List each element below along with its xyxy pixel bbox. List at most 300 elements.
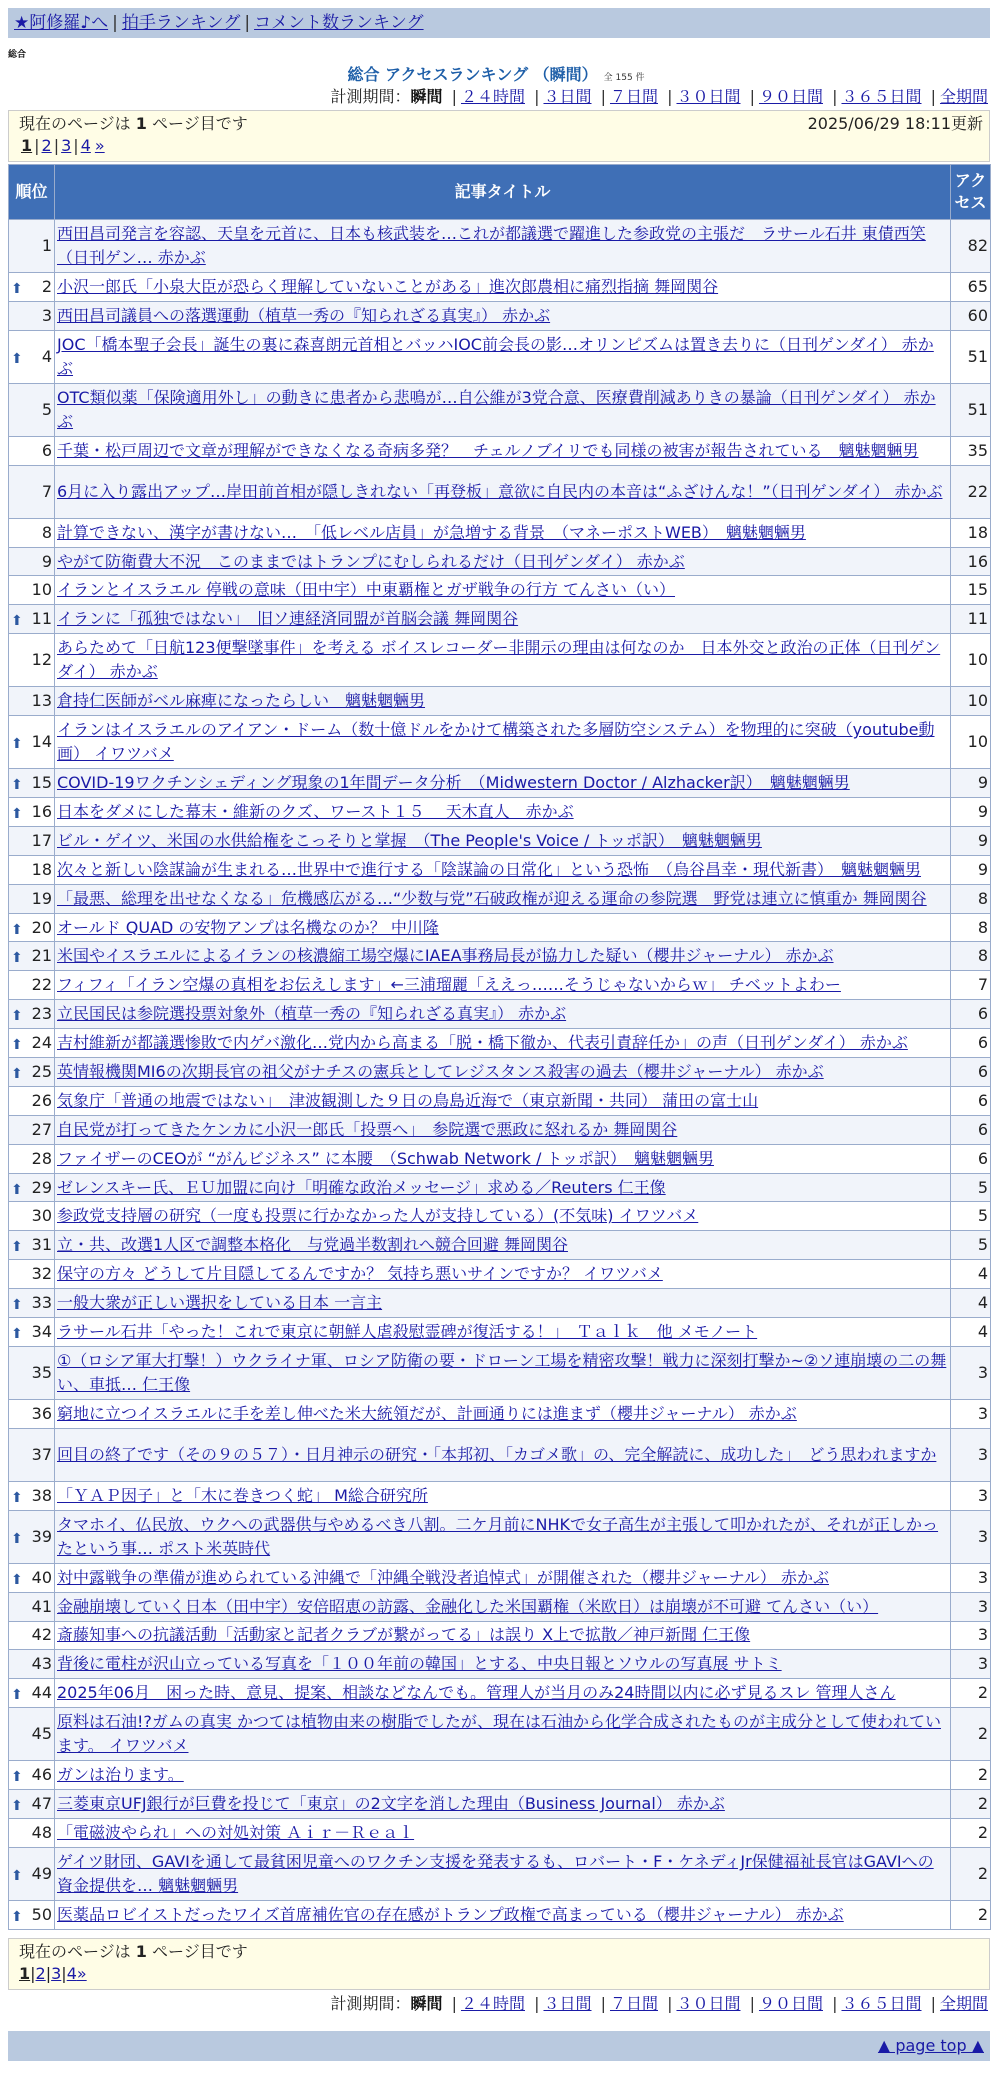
- article-title-link[interactable]: ファイザーのCEOが “がんビジネス” に本腰 （Schwab Network / トッポ訳） 魑魅魍魎男: [57, 1148, 714, 1168]
- rank-number: 42: [31, 1625, 52, 1645]
- current-page-suffix: ページ目です: [152, 1942, 248, 1961]
- page-top-link[interactable]: ▲ page top ▲: [877, 2036, 984, 2055]
- article-title-link[interactable]: 2025年06月 困った時、意見、提案、相談などなんでも。管理人が当月のみ24時間以内に必ず見るスレ 管理人さん: [57, 1683, 896, 1703]
- rank-cell: [9, 1592, 55, 1621]
- article-title-link[interactable]: ガンは治ります。: [57, 1765, 184, 1785]
- rank-number: 27: [31, 1119, 52, 1139]
- article-title-link[interactable]: 回目の終了です（その９の５７）・日月神示の研究・「本邦初、「カゴメ歌」の、完全解読に、成功した」 どう思われますか: [57, 1444, 937, 1464]
- title-cell: [55, 1144, 951, 1173]
- article-title-link[interactable]: 「電磁波やられ」への対処対策 Ａｉｒ－Ｒｅａｌ: [57, 1822, 415, 1842]
- rank-cell: [9, 220, 55, 273]
- rank-cell: [9, 1481, 55, 1510]
- rank-up-arrow-icon: ⬆: [11, 1297, 23, 1314]
- article-title-link[interactable]: 保守の方々 どうして片目隠してるんですか？ 気持ち悪いサインですか？ イワツバメ: [57, 1264, 663, 1284]
- title-cell: [55, 330, 951, 383]
- access-count: 22: [951, 465, 991, 518]
- rank-cell: [9, 1621, 55, 1650]
- title-cell: [55, 942, 951, 971]
- article-title-link[interactable]: ①（ロシア軍大打撃！）ウクライナ軍、ロシア防衛の要・ドローン工場を精密攻撃！戦力に深刻打撃か~②ソ連崩壊の二の舞い、車抵… 仁王像: [57, 1350, 947, 1394]
- nav-link-applause-ranking[interactable]: 拍手ランキング: [121, 13, 241, 33]
- article-title-link[interactable]: JOC「橋本聖子会長」誕生の裏に森喜朗元首相とバッハIOC前会長の影…オリンピズムは置き去りに（日刊ゲンダイ） 赤かぶ: [57, 334, 934, 378]
- rank-cell: [9, 826, 55, 855]
- table-row: [9, 1510, 991, 1563]
- table-row: [9, 1708, 991, 1761]
- top-navigation: [8, 8, 990, 38]
- title-cell: [55, 1289, 951, 1318]
- access-count: 10: [951, 687, 991, 716]
- page-next-link[interactable]: »: [76, 1964, 87, 1983]
- rank-cell: [9, 273, 55, 302]
- page-link-2[interactable]: 2: [35, 1964, 46, 1983]
- article-title-link[interactable]: 医薬品ロビイストだったワイズ首席補佐官の存在感がトランプ政権で高まっている（櫻井ジャーナル） 赤かぶ: [57, 1904, 844, 1924]
- table-row: [9, 273, 991, 302]
- rank-up-arrow-icon: ⬆: [11, 1798, 23, 1814]
- rank-number: 5: [41, 399, 52, 419]
- period-link-7d[interactable]: ７日間: [609, 87, 658, 106]
- rank-up-arrow-icon: ⬆: [11, 1037, 23, 1054]
- access-count: 6: [951, 1144, 991, 1173]
- table-row: [9, 1481, 991, 1510]
- rank-cell: [9, 1144, 55, 1173]
- article-title-link[interactable]: 背後に電柱が沢山立っている写真を「１００年前の韓国」とする、中央日報とソウルの写真展 サトミ: [57, 1654, 782, 1674]
- period-link-24h[interactable]: ２４時間: [460, 87, 525, 106]
- article-title-link[interactable]: 「ＹＡＰ因子」と「木に巻きつく蛇」 M総合研究所: [57, 1485, 428, 1505]
- rank-cell: [9, 1173, 55, 1202]
- period-label: 計測期間：: [330, 1994, 411, 2013]
- title-cell: [55, 1029, 951, 1058]
- title-cell: [55, 634, 951, 687]
- article-title-link[interactable]: 参政党支持層の研究（一度も投票に行かなかった人が支持している）(不気味) イワツバメ: [57, 1206, 699, 1226]
- article-title-link[interactable]: ラサール石井「やった！これで東京に朝鮮人虐殺慰霊碑が復活する！」 Ｔａｌｋ 他 メモノート: [57, 1321, 758, 1341]
- access-count: 8: [951, 884, 991, 913]
- rank-number: 37: [31, 1444, 52, 1464]
- rank-number: 1: [41, 236, 52, 255]
- article-title-link[interactable]: 三菱東京UFJ銀行が巨費を投じて「東京」の2文字を消した理由（Business Journal） 赤かぶ: [57, 1794, 725, 1813]
- article-title-link[interactable]: 原料は石油!?ガムの真実 かつては植物由来の樹脂でしたが、現在は石油から化学合成されたものが主成分として使われています。 イワツバメ: [57, 1712, 941, 1756]
- rank-up-arrow-icon: ⬆: [11, 1769, 23, 1786]
- title-cell: [55, 1231, 951, 1260]
- period-link-30d[interactable]: ３０日間: [676, 1994, 741, 2013]
- period-separator: |: [451, 87, 457, 106]
- period-link-90d[interactable]: ９０日間: [758, 1994, 823, 2013]
- access-count: 2: [951, 1761, 991, 1790]
- period-link-365d[interactable]: ３６５日間: [841, 1994, 922, 2013]
- rank-up-arrow-icon: ⬆: [11, 613, 23, 630]
- rank-up-arrow-icon: ⬆: [11, 1908, 23, 1925]
- table-row: [9, 1318, 991, 1347]
- table-row: [9, 913, 991, 942]
- access-count: 5: [951, 1173, 991, 1202]
- access-count: 9: [951, 826, 991, 855]
- access-count: 7: [951, 971, 991, 1000]
- rank-number: 23: [31, 1004, 52, 1024]
- title-cell: [55, 1058, 951, 1087]
- title-cell: [55, 1708, 951, 1761]
- table-row: [9, 884, 991, 913]
- article-title-link[interactable]: 英情報機関MI6の次期長官の祖父がナチスの憲兵としてレジスタンス殺害の過去（櫻井ジャーナル） 赤かぶ: [57, 1061, 824, 1081]
- access-count: 35: [951, 436, 991, 465]
- table-row: [9, 605, 991, 634]
- article-title-link[interactable]: 倉持仁医師がベル麻痺になったらしい 魑魅魍魎男: [57, 691, 426, 711]
- rank-cell: [9, 971, 55, 1000]
- title-cell: [55, 1346, 951, 1399]
- period-separator: |: [930, 1994, 936, 2013]
- page-link-1-current: 1: [21, 136, 33, 155]
- period-link-7d[interactable]: ７日間: [609, 1994, 658, 2013]
- table-row: [9, 826, 991, 855]
- title-cell: [55, 273, 951, 302]
- rank-cell: [9, 1399, 55, 1428]
- title-cell: [55, 1818, 951, 1847]
- page-link-4[interactable]: 4: [80, 136, 91, 155]
- table-row: [9, 687, 991, 716]
- rank-cell: [9, 855, 55, 884]
- article-title-link[interactable]: 小沢一郎氏「小泉大臣が恐らく理解していないことがある」進次郎農相に痛烈指摘 舞岡関谷: [57, 276, 719, 296]
- access-count: 10: [951, 716, 991, 769]
- title-cell: [55, 1900, 951, 1929]
- article-title-link[interactable]: 「最悪、総理を出せなくなる」危機感広がる…“少数与党”石破政権が迎える運命の参院選 野党は連立に慎重か 舞岡関谷: [57, 888, 927, 908]
- period-current: 瞬間: [410, 87, 443, 106]
- table-row: [9, 1592, 991, 1621]
- access-count: 10: [951, 634, 991, 687]
- page-link-4[interactable]: 4: [66, 1964, 77, 1983]
- table-row: [9, 1346, 991, 1399]
- period-link-3d[interactable]: ３日間: [543, 87, 592, 106]
- article-title-link[interactable]: やがて防衛費大不況 このままではトランプにむしられるだけ（日刊ゲンダイ） 赤かぶ: [57, 551, 685, 571]
- article-title-link[interactable]: 千葉・松戸周辺で文章が理解ができなくなる奇病多発？ チェルノブイリでも同様の被害が報告されている 魑魅魍魎男: [57, 440, 919, 460]
- rank-up-arrow-icon: ⬆: [11, 350, 23, 367]
- rank-number: 11: [31, 609, 52, 629]
- title-cell: [55, 971, 951, 1000]
- access-count: 3: [951, 1592, 991, 1621]
- table-row: [9, 1260, 991, 1289]
- article-title-link[interactable]: ゼレンスキー氏、ＥＵ加盟に向け「明確な政治メッセージ」求める／Reuters 仁王像: [57, 1177, 666, 1197]
- rank-number: 18: [31, 859, 52, 879]
- article-title-link[interactable]: 自民党が打ってきたケンカに小沢一郎氏「投票へ」 参院選で悪政に怒れるか 舞岡関谷: [57, 1119, 678, 1139]
- access-count: 9: [951, 798, 991, 827]
- title-cell: [55, 1428, 951, 1481]
- table-row: [9, 971, 991, 1000]
- access-count: 6: [951, 1115, 991, 1144]
- rank-number: 4: [41, 346, 52, 366]
- rank-up-arrow-icon: ⬆: [11, 1008, 23, 1025]
- title-cell: [55, 1790, 951, 1819]
- period-link-all[interactable]: 全期間: [939, 1994, 988, 2013]
- title-cell: [55, 1679, 951, 1708]
- access-count: 2: [951, 1679, 991, 1708]
- article-title-link[interactable]: 斎藤知事への抗議活動「活動家と記者クラブが繋がってる」は誤り X上で拡散／神戸新聞 仁王像: [57, 1625, 751, 1645]
- table-row: [9, 1847, 991, 1900]
- access-count: 3: [951, 1428, 991, 1481]
- table-row: [9, 1399, 991, 1428]
- table-row: [9, 1173, 991, 1202]
- rank-cell: [9, 1510, 55, 1563]
- rank-number: 28: [31, 1148, 52, 1168]
- period-separator: |: [451, 1994, 457, 2013]
- access-count: 3: [951, 1621, 991, 1650]
- rank-cell: [9, 1115, 55, 1144]
- current-page-text: [19, 1941, 979, 1963]
- rank-up-arrow-icon: ⬆: [11, 1867, 23, 1884]
- rank-cell: [9, 1058, 55, 1087]
- rank-number: 41: [31, 1596, 52, 1616]
- table-row: [9, 1058, 991, 1087]
- title-cell: [55, 220, 951, 273]
- article-title-link[interactable]: ゲイツ財団、GAVIを通して最貧困児童へのワクチン支援を発表するも、ロバート・F・ケネディJr保健福祉長官はGAVIへの資金提供を… 魑魅魍魎男: [57, 1851, 934, 1895]
- ranking-table: [8, 164, 991, 1930]
- rank-number: 26: [31, 1090, 52, 1110]
- ranking-title: 総合 アクセスランキング （瞬間）: [347, 65, 598, 84]
- article-title-link[interactable]: OTC類似薬「保険適用外し」の動きに患者から悲鳴が…自公維が3党合意、医療費削減ありきの暴論（日刊ゲンダイ） 赤かぶ: [57, 387, 936, 431]
- access-count: 3: [951, 1481, 991, 1510]
- table-row: [9, 1115, 991, 1144]
- header-rank: 順位: [9, 165, 55, 220]
- article-title-link[interactable]: COVID-19ワクチンシェディング現象の1年間データ分析 （Midwestern Doctor / Alzhacker訳） 魑魅魍魎男: [57, 773, 850, 793]
- table-row: [9, 547, 991, 576]
- access-count: 8: [951, 942, 991, 971]
- table-row: [9, 855, 991, 884]
- rank-number: 8: [41, 522, 52, 542]
- table-row: [9, 1563, 991, 1592]
- ranking-rows: [9, 220, 991, 1930]
- period-separator: |: [600, 87, 606, 106]
- article-title-link[interactable]: 立・共、改選1人区で調整本格化 与党過半数割れへ競合回避 舞岡関谷: [57, 1235, 568, 1255]
- period-link-all[interactable]: 全期間: [939, 87, 988, 106]
- period-selector-top: [330, 87, 988, 107]
- table-row: [9, 220, 991, 273]
- period-link-90d[interactable]: ９０日間: [758, 87, 823, 106]
- title-cell: [55, 1481, 951, 1510]
- rank-number: 38: [31, 1485, 52, 1505]
- rank-number: 34: [31, 1321, 52, 1341]
- access-count: 2: [951, 1790, 991, 1819]
- rank-number: 13: [31, 691, 52, 711]
- rank-up-arrow-icon: ⬆: [11, 1239, 23, 1256]
- title-cell: [55, 687, 951, 716]
- period-link-3d[interactable]: ３日間: [543, 1994, 592, 2013]
- current-page-prefix: 現在のページは: [19, 114, 131, 133]
- access-count: 51: [951, 330, 991, 383]
- article-title-link[interactable]: 対中露戦争の準備が進められている沖縄で「沖縄全戦没者追悼式」が開催された（櫻井ジャーナル） 赤かぶ: [57, 1567, 829, 1587]
- article-title-link[interactable]: 日本をダメにした幕末・維新のクズ、ワースト１５ 天木直人 赤かぶ: [57, 801, 574, 821]
- rank-number: 43: [31, 1654, 52, 1674]
- current-page-number: 1: [135, 1942, 147, 1961]
- access-count: 8: [951, 913, 991, 942]
- rank-number: 16: [31, 801, 52, 821]
- table-row: [9, 942, 991, 971]
- rank-number: 10: [31, 580, 52, 600]
- table-row: [9, 301, 991, 330]
- rank-number: 47: [31, 1794, 52, 1813]
- current-page-prefix: 現在のページは: [19, 1942, 131, 1961]
- rank-cell: [9, 1289, 55, 1318]
- access-count: 5: [951, 1202, 991, 1231]
- rank-up-arrow-icon: ⬆: [11, 921, 23, 938]
- title-cell: [55, 769, 951, 798]
- title-cell: [55, 383, 951, 436]
- rank-number: 36: [31, 1403, 52, 1423]
- rank-number: 3: [41, 305, 52, 325]
- page-next-link[interactable]: »: [94, 136, 105, 155]
- period-label: 計測期間：: [330, 87, 411, 106]
- updated-timestamp: 2025/06/29 18:11更新: [807, 114, 983, 133]
- article-title-link[interactable]: 次々と新しい陰謀論が生まれる…世界中で進行する「陰謀論の日常化」という恐怖 （烏谷昌幸・現代新書） 魑魅魍魎男: [57, 859, 922, 879]
- table-row: [9, 1818, 991, 1847]
- rank-cell: [9, 687, 55, 716]
- title-cell: [55, 1173, 951, 1202]
- page-link-3[interactable]: 3: [51, 1964, 62, 1983]
- title-cell: [55, 1318, 951, 1347]
- article-title-link[interactable]: イランはイスラエルのアイアン・ドーム（数十億ドルをかけて構築された多層防空システム）を物理的に突破（youtube動画） イワツバメ: [57, 720, 935, 764]
- rank-number: 15: [31, 773, 52, 793]
- article-title-link[interactable]: 吉村維新が都議選惨敗で内ゲバ激化…党内から高まる「脱・橋下徹か、代表引責辞任か」の声（日刊ゲンダイ） 赤かぶ: [57, 1033, 908, 1053]
- rank-cell: [9, 1650, 55, 1679]
- title-cell: [55, 1510, 951, 1563]
- access-count: 6: [951, 1058, 991, 1087]
- nav-separator: |: [112, 13, 118, 33]
- rank-cell: [9, 798, 55, 827]
- rank-up-arrow-icon: ⬆: [11, 950, 23, 967]
- title-cell: [55, 884, 951, 913]
- article-title-link[interactable]: 立民国民は参院選投票対象外（植草一秀の『知られざる真実』） 赤かぶ: [57, 1004, 567, 1024]
- rank-cell: [9, 1708, 55, 1761]
- title-cell: [55, 1592, 951, 1621]
- article-title-link[interactable]: 一般大衆が正しい選択をしている日本 一言主: [57, 1293, 383, 1313]
- table-row: [9, 1621, 991, 1650]
- period-link-30d[interactable]: ３０日間: [676, 87, 741, 106]
- period-separator: |: [667, 87, 673, 106]
- page-link-2[interactable]: 2: [41, 136, 52, 155]
- period-separator: |: [600, 1994, 606, 2013]
- rank-cell: [9, 547, 55, 576]
- title-cell: [55, 1761, 951, 1790]
- table-row: [9, 383, 991, 436]
- page-info-top: [8, 110, 990, 162]
- rank-cell: [9, 1761, 55, 1790]
- rank-up-arrow-icon: ⬆: [11, 736, 23, 753]
- title-cell: [55, 465, 951, 518]
- title-cell: [55, 826, 951, 855]
- table-row: [9, 1761, 991, 1790]
- article-title-link[interactable]: イランに「孤独ではない」 旧ソ連経済同盟が首脳会議 舞岡関谷: [57, 609, 519, 629]
- rank-cell: [9, 436, 55, 465]
- table-row: [9, 1029, 991, 1058]
- article-title-link[interactable]: タマホイ、仏民放、ウクへの武器供与やめるべき八割。二ケ月前にNHKで女子高生が主張して叩かれたが、それが正しかったという事… ポスト米英時代: [57, 1514, 939, 1558]
- access-count: 60: [951, 301, 991, 330]
- article-title-link[interactable]: 金融崩壊していく日本（田中宇）安倍昭恵の訪露、金融化した米国覇権（米欧日）は崩壊が不可避 てんさい（い）: [57, 1596, 879, 1616]
- title-cell: [55, 436, 951, 465]
- header-title: 記事タイトル: [55, 165, 951, 220]
- article-title-link[interactable]: 窮地に立つイスラエルに手を差し伸べた米大統領だが、計画通りには進まず（櫻井ジャーナル） 赤かぶ: [57, 1403, 797, 1423]
- title-cell: [55, 1086, 951, 1115]
- page-link-3[interactable]: 3: [61, 136, 72, 155]
- article-title-link[interactable]: 西田昌司発言を容認、天皇を元首に、日本も核武装を…これが都議選で躍進した参政党の主張だ ラサール石井 東債西笑（日刊ゲン… 赤かぶ: [57, 224, 926, 267]
- article-title-link[interactable]: フィフィ「イラン空爆の真相をお伝えします」←三浦瑠麗「ええっ……そうじゃないからｗ」 チベットよわー: [57, 975, 841, 995]
- period-separator: |: [534, 1994, 540, 2013]
- article-title-link[interactable]: 6月に入り露出アップ…岸田前首相が隠しきれない「再登板」意欲に自民内の本音は“ふざけんな！”（日刊ゲンダイ） 赤かぶ: [57, 481, 943, 501]
- table-row: [9, 1086, 991, 1115]
- access-count: 3: [951, 1650, 991, 1679]
- rank-cell: [9, 1260, 55, 1289]
- rank-cell: [9, 1318, 55, 1347]
- access-count: 2: [951, 1847, 991, 1900]
- article-title-link[interactable]: イランとイスラエル 停戦の意味（田中宇）中東覇権とガザ戦争の行方 てんさい（い）: [57, 580, 676, 600]
- article-title-link[interactable]: 気象庁「普通の地震ではない」 津波観測した９日の鳥島近海で（東京新聞・共同） 蒲田の富士山: [57, 1090, 759, 1110]
- table-row: [9, 769, 991, 798]
- rank-up-arrow-icon: ⬆: [11, 1325, 23, 1342]
- rank-up-arrow-icon: ⬆: [11, 1489, 23, 1506]
- access-count: 18: [951, 518, 991, 547]
- article-title-link[interactable]: ビル・ゲイツ、米国の水供給権をこっそりと掌握 （The People's Voice / トッポ訳） 魑魅魍魎男: [57, 830, 762, 850]
- period-link-365d[interactable]: ３６５日間: [841, 87, 922, 106]
- table-row: [9, 1428, 991, 1481]
- title-cell: [55, 301, 951, 330]
- article-title-link[interactable]: 計算できない、漢字が書けない… 「低レベル店員」が急増する背景 （マネーポストWEB） 魑魅魍魎男: [57, 522, 806, 542]
- title-cell: [55, 1000, 951, 1029]
- rank-cell: [9, 716, 55, 769]
- rank-cell: [9, 1428, 55, 1481]
- title-cell: [55, 1621, 951, 1650]
- access-count: 2: [951, 1708, 991, 1761]
- article-title-link[interactable]: 西田昌司議員への落選運動（植草一秀の『知られざる真実』） 赤かぶ: [57, 305, 551, 325]
- article-title-link[interactable]: オールド QUAD の安物アンプは名機なのか？ 中川隆: [57, 917, 439, 937]
- article-title-link[interactable]: あらためて「日航123便撃墜事件」を考える ボイスレコーダー非開示の理由は何なのか 日本外交と政治の正体（日刊ゲンダイ） 赤かぶ: [57, 638, 941, 682]
- rank-number: 9: [41, 551, 52, 571]
- access-count: 51: [951, 383, 991, 436]
- rank-cell: [9, 576, 55, 605]
- title-cell: [55, 518, 951, 547]
- pagination: 1|2|3|4»: [19, 1964, 87, 1983]
- access-count: 4: [951, 1318, 991, 1347]
- period-current: 瞬間: [410, 1994, 443, 2013]
- access-count: 9: [951, 855, 991, 884]
- rank-cell: [9, 465, 55, 518]
- title-cell: [55, 913, 951, 942]
- table-row: [9, 518, 991, 547]
- rank-number: 33: [31, 1293, 52, 1313]
- rank-number: 49: [31, 1863, 52, 1883]
- period-separator: |: [749, 87, 755, 106]
- table-row: [9, 634, 991, 687]
- nav-link-asyura[interactable]: ★阿修羅♪へ: [14, 13, 109, 33]
- page-link-1-current: 1: [19, 1964, 31, 1983]
- title-cell: [55, 855, 951, 884]
- title-cell: [55, 605, 951, 634]
- rank-cell: [9, 1086, 55, 1115]
- rank-cell: [9, 1202, 55, 1231]
- nav-separator: |: [244, 13, 251, 33]
- nav-link-comment-ranking[interactable]: コメント数ランキング: [254, 13, 424, 33]
- rank-number: 7: [41, 481, 52, 501]
- rank-up-arrow-icon: ⬆: [11, 280, 23, 297]
- title-cell: [55, 798, 951, 827]
- title-cell: [55, 576, 951, 605]
- period-link-24h[interactable]: ２４時間: [460, 1994, 525, 2013]
- current-page-suffix: ページ目です: [152, 114, 248, 133]
- title-cell: [55, 1202, 951, 1231]
- period-separator: |: [832, 87, 838, 106]
- rank-up-arrow-icon: ⬆: [11, 805, 23, 822]
- article-title-link[interactable]: 米国やイスラエルによるイランの核濃縮工場空爆にIAEA事務局長が協力した疑い（櫻井ジャーナル） 赤かぶ: [57, 946, 834, 966]
- access-count: 6: [951, 1029, 991, 1058]
- rank-number: 50: [31, 1904, 52, 1924]
- table-row: [9, 1900, 991, 1929]
- access-count: 11: [951, 605, 991, 634]
- rank-up-arrow-icon: ⬆: [11, 1065, 23, 1082]
- rank-cell: [9, 1900, 55, 1929]
- table-row: [9, 330, 991, 383]
- table-row: [9, 1202, 991, 1231]
